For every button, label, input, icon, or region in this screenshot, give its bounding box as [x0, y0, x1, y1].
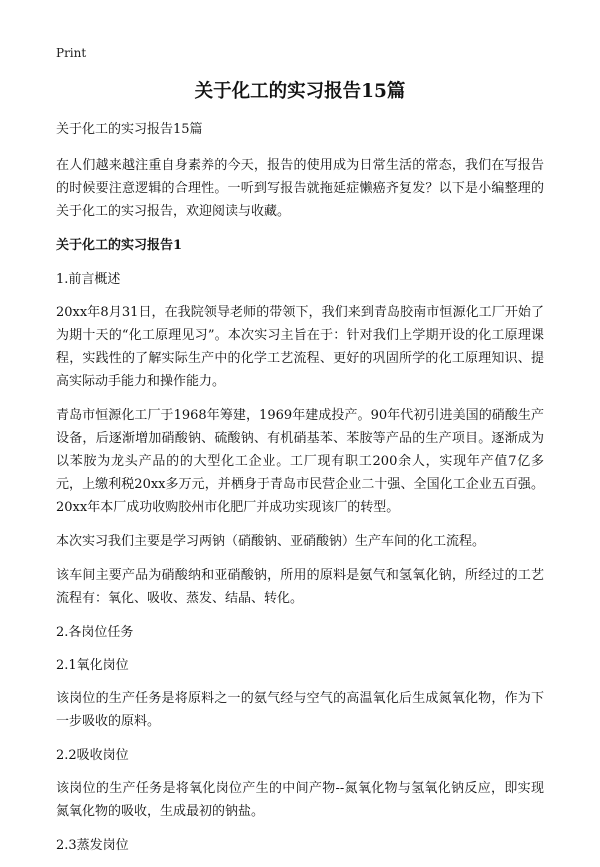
section-title: 关于化工的实习报告1: [56, 238, 183, 253]
paragraph-2-1: 该岗位的生产任务是将原料之一的氨气经与空气的高温氧化后生成氮氧化物，作为下一步吸收的原料。: [56, 691, 544, 729]
subsection-heading-2: 2.各岗位任务: [56, 625, 134, 640]
subsection-heading-1: 1.前言概述: [56, 272, 121, 287]
paragraph-1-2: 青岛市恒源化工厂于1968年筹建，1969年建成投产。90年代初引进美国的硝酸生产设备，后逐渐增加硝酸钠、硫酸钠、有机硝基苯、苯胺等产品的生产项目。逐渐成为以苯胺为龙头产品的的大型化工企业。工厂现有职工200余人，实现年产值7亿多元，上缴利税20xx多万元，并栖身于青岛市民营企业二十强、全国化工企业五百强。20xx年本厂成功收购胶州市化肥厂并成功实现该厂的转型。: [56, 408, 544, 515]
page-title: 关于化工的实习报告15篇: [194, 81, 406, 102]
paragraph-2-2: 该岗位的生产任务是将氧化岗位产生的中间产物--氮氧化物与氢氧化钠反应，即实现氮氧化物的吸收，生成最初的钠盐。: [56, 781, 544, 819]
document-body: [56, 118, 544, 867]
paragraph-1-3: 本次实习我们主要是学习两钠（硝酸钠、亚硝酸钠）生产车间的化工流程。: [56, 534, 486, 549]
subsection-heading-2-1: 2.1氧化岗位: [56, 658, 129, 673]
subsection-heading-2-2: 2.2吸收岗位: [56, 748, 129, 763]
subsection-heading-2-3: 2.3蒸发岗位: [56, 838, 129, 853]
paragraph-1-4: 该车间主要产品为硝酸纳和亚硝酸钠，所用的原料是氨气和氢氧化钠，所经过的工艺流程有：氧化、吸收、蒸发、结晶、转化。: [56, 568, 544, 606]
intro-paragraph: 在人们越来越注重自身素养的今天，报告的使用成为日常生活的常态，我们在写报告的时候要注意逻辑的合理性。一听到写报告就拖延症懒癌齐复发？以下是小编整理的关于化工的实习报告，欢迎阅读与收藏。: [56, 158, 544, 219]
paragraph-1-1: 20xx年8月31日，在我院领导老师的带领下，我们来到青岛胶南市恒源化工厂开始了为期十天的“化工原理见习”。本次实习主旨在于：针对我们上学期开设的化工原理课程，实践性的了解实际生产中的化学工艺流程、更好的巩固所学的化工原理知识、提高实际动手能力和操作能力。: [56, 305, 544, 389]
document-subtitle: 关于化工的实习报告15篇: [56, 122, 203, 137]
print-link[interactable]: Print: [56, 46, 87, 60]
